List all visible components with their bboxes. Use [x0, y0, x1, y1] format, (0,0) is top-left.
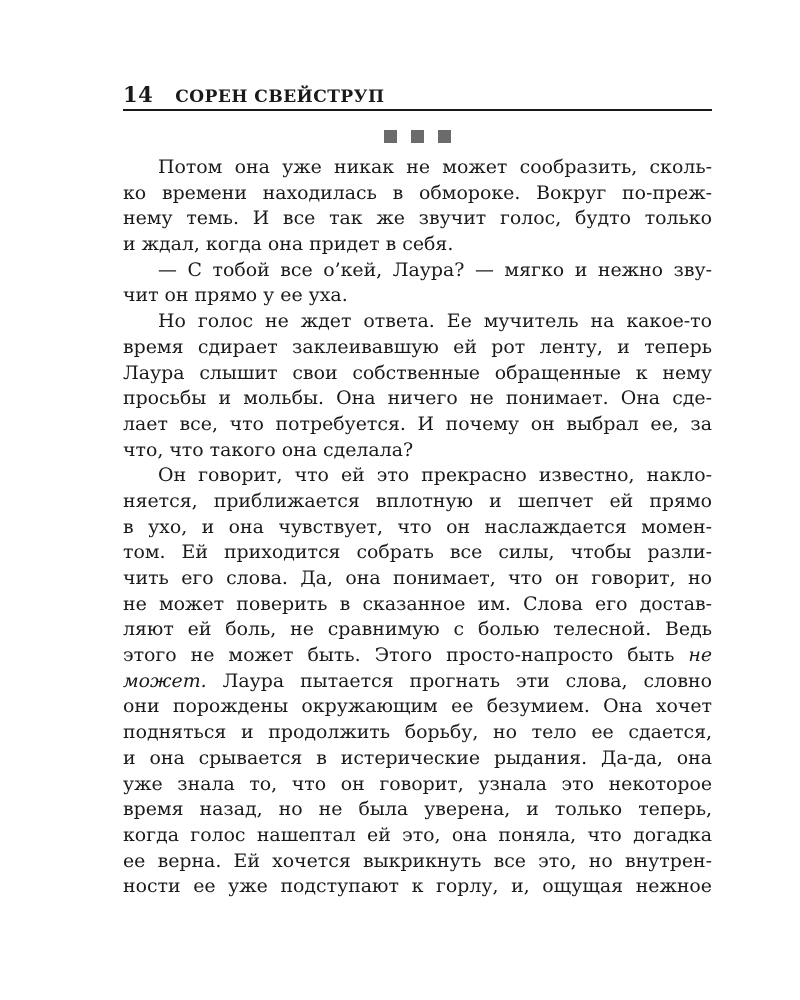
body-text: [123, 155, 712, 900]
text-line: чить его слова. Да, она понимает, что он говорит, но: [123, 567, 712, 589]
text-line: и она срывается в истерические рыдания. Да-да, она: [123, 746, 712, 769]
text-line: лает все, что потребуется. И почему он выбрал ее, за: [123, 412, 712, 435]
text-line: ее верна. Ей хочется выкрикнуть все это, но внутрен-: [123, 849, 712, 872]
text-line: Лаура слышит свои собственные обращенные к нему: [123, 361, 712, 384]
text-line: няется, приближается вплотную и шепчет ей прямо: [123, 489, 712, 512]
text-line: время назад, но не была уверена, и только теперь,: [123, 798, 712, 821]
section-separator: [123, 130, 712, 143]
text-line: когда голос нашептал ей это, она поняла, что догадка: [123, 823, 712, 846]
text-line: том. Ей приходится собрать все силы, чтобы разли-: [123, 541, 712, 564]
emphasis-text: может.: [123, 669, 207, 692]
page-number: 14: [123, 82, 154, 107]
text-fragment: этого не может быть. Этого просто-напросто быть: [123, 644, 675, 667]
text-line: ности ее уже подступают к горлу, и, ощущая нежное: [123, 875, 712, 898]
text-line: они порождены окружающим ее безумием. Она хочет: [123, 695, 712, 718]
text-line: нему темь. И все так же звучит голос, будто только: [123, 207, 712, 230]
text-line: Но голос не ждет ответа. Ее мучитель на какое-то: [158, 310, 712, 333]
separator-square: [411, 130, 424, 143]
text-line: уже знала то, что он говорит, узнала это некоторое: [123, 772, 712, 795]
text-line: ко времени находилась в обмороке. Вокруг по-преж-: [123, 181, 712, 204]
book-page: [123, 82, 712, 900]
text-line: [123, 643, 712, 669]
separator-square: [384, 130, 397, 143]
text-line: и ждал, когда она придет в себя.: [123, 233, 454, 256]
text-line: [123, 669, 712, 695]
text-line: просьбы и мольбы. Она ничего не понимает. Она сде-: [123, 387, 712, 410]
text-line: Потом она уже никак не может сообразить, сколь-: [158, 156, 712, 178]
text-line: Он говорит, что ей это прекрасно известно, накло-: [158, 464, 712, 487]
emphasis-text: не: [688, 644, 712, 667]
text-line: подняться и продолжить борьбу, но тело ее сдается,: [123, 721, 712, 744]
text-line: — С тобой все о’кей, Лаура? — мягко и нежно зву-: [158, 258, 712, 281]
text-line: в ухо, и она чувствует, что он наслаждается момен-: [123, 515, 712, 538]
text-fragment: Лаура пытается прогнать эти слова, словно: [222, 669, 712, 692]
separator-square: [438, 130, 451, 143]
text-line: что, что такого она сделала?: [123, 438, 414, 461]
running-head: [123, 82, 712, 111]
text-line: чит он прямо у ее уха.: [123, 284, 348, 307]
text-line: ляют ей боль, не сравнимую с болью телесной. Ведь: [123, 618, 712, 641]
running-title: СОРЕН СВЕЙСТРУП: [175, 87, 385, 107]
text-line: не может поверить в сказанное им. Слова его достав-: [123, 592, 712, 615]
text-line: время сдирает заклеивавшую ей рот ленту, и теперь: [123, 335, 712, 358]
